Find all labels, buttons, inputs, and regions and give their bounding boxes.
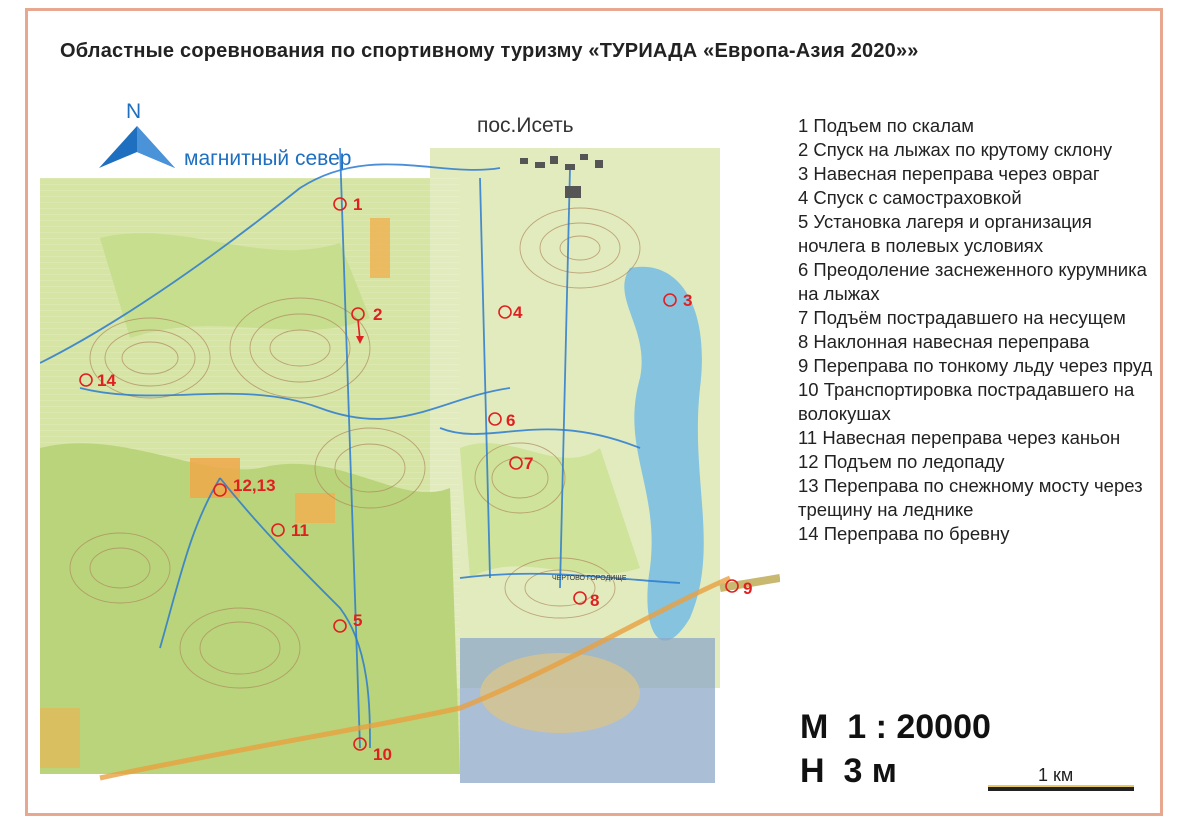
orienteering-map (40, 148, 780, 788)
legend-item: 3 Навесная переправа через овраг (798, 163, 1100, 184)
forest-area (100, 233, 370, 338)
village-label: пос.Исеть (477, 114, 574, 137)
stage-label-14: 14 (97, 371, 116, 390)
stage-label-2: 2 (373, 305, 383, 324)
stage-label-11: 11 (291, 521, 309, 540)
legend-item: 2 Спуск на лыжах по крутому склону (798, 139, 1113, 160)
legend-item: 6 Преодоление заснеженного курумника на лыжах (798, 259, 1147, 304)
stage-label-8: 8 (590, 591, 600, 610)
legend-item: 13 Переправа по снежному мосту через трещину на леднике (798, 475, 1143, 520)
map-scale: М 1 : 20000 (800, 708, 991, 746)
stage-label-6: 6 (506, 411, 516, 430)
stage-label-12-13: 12,13 (233, 476, 276, 495)
clearing (370, 218, 390, 278)
stage-label-10: 10 (373, 745, 392, 764)
scalebar (988, 785, 1134, 791)
scalebar-label: 1 км (1038, 765, 1074, 785)
legend-item: 8 Наклонная навесная переправа (798, 331, 1090, 352)
stage-label-7: 7 (524, 454, 534, 473)
clearing (295, 493, 335, 523)
legend-item: 9 Переправа по тонкому льду через пруд (798, 355, 1153, 376)
legend-item: 7 Подъём пострадавшего на несущем (798, 307, 1126, 328)
stage-label-9: 9 (743, 579, 753, 598)
stage-label-4: 4 (513, 303, 523, 322)
stage-label-1: 1 (353, 195, 363, 214)
legend-item: 11 Навесная переправа через каньон (798, 427, 1121, 448)
page-title: Областные соревнования по спортивному туризму «ТУРИАДА «Европа-Азия 2020»» (60, 40, 919, 62)
north-letter: N (126, 100, 142, 123)
contour-interval: Н 3 м (800, 752, 897, 790)
magnetic-north-label: магнитный север (184, 147, 352, 170)
legend-item: 14 Переправа по бревну (798, 523, 1010, 544)
legend-item: 4 Спуск с самостраховкой (798, 187, 1022, 208)
stage-label-5: 5 (353, 611, 363, 630)
legend-item: 1 Подъем по скалам (798, 115, 974, 136)
stage-legend (798, 114, 1158, 546)
legend-item: 12 Подъем по ледопаду (798, 451, 1005, 472)
clearing (40, 708, 80, 768)
legend-item: 5 Установка лагеря и организация ночлега в полевых условиях (798, 211, 1092, 256)
landmark-label: ЧЕРТОВО ГОРОДИЩЕ (552, 575, 627, 582)
legend-item: 10 Транспортировка пострадавшего на волокушах (798, 379, 1135, 424)
stage-label-3: 3 (683, 291, 693, 310)
